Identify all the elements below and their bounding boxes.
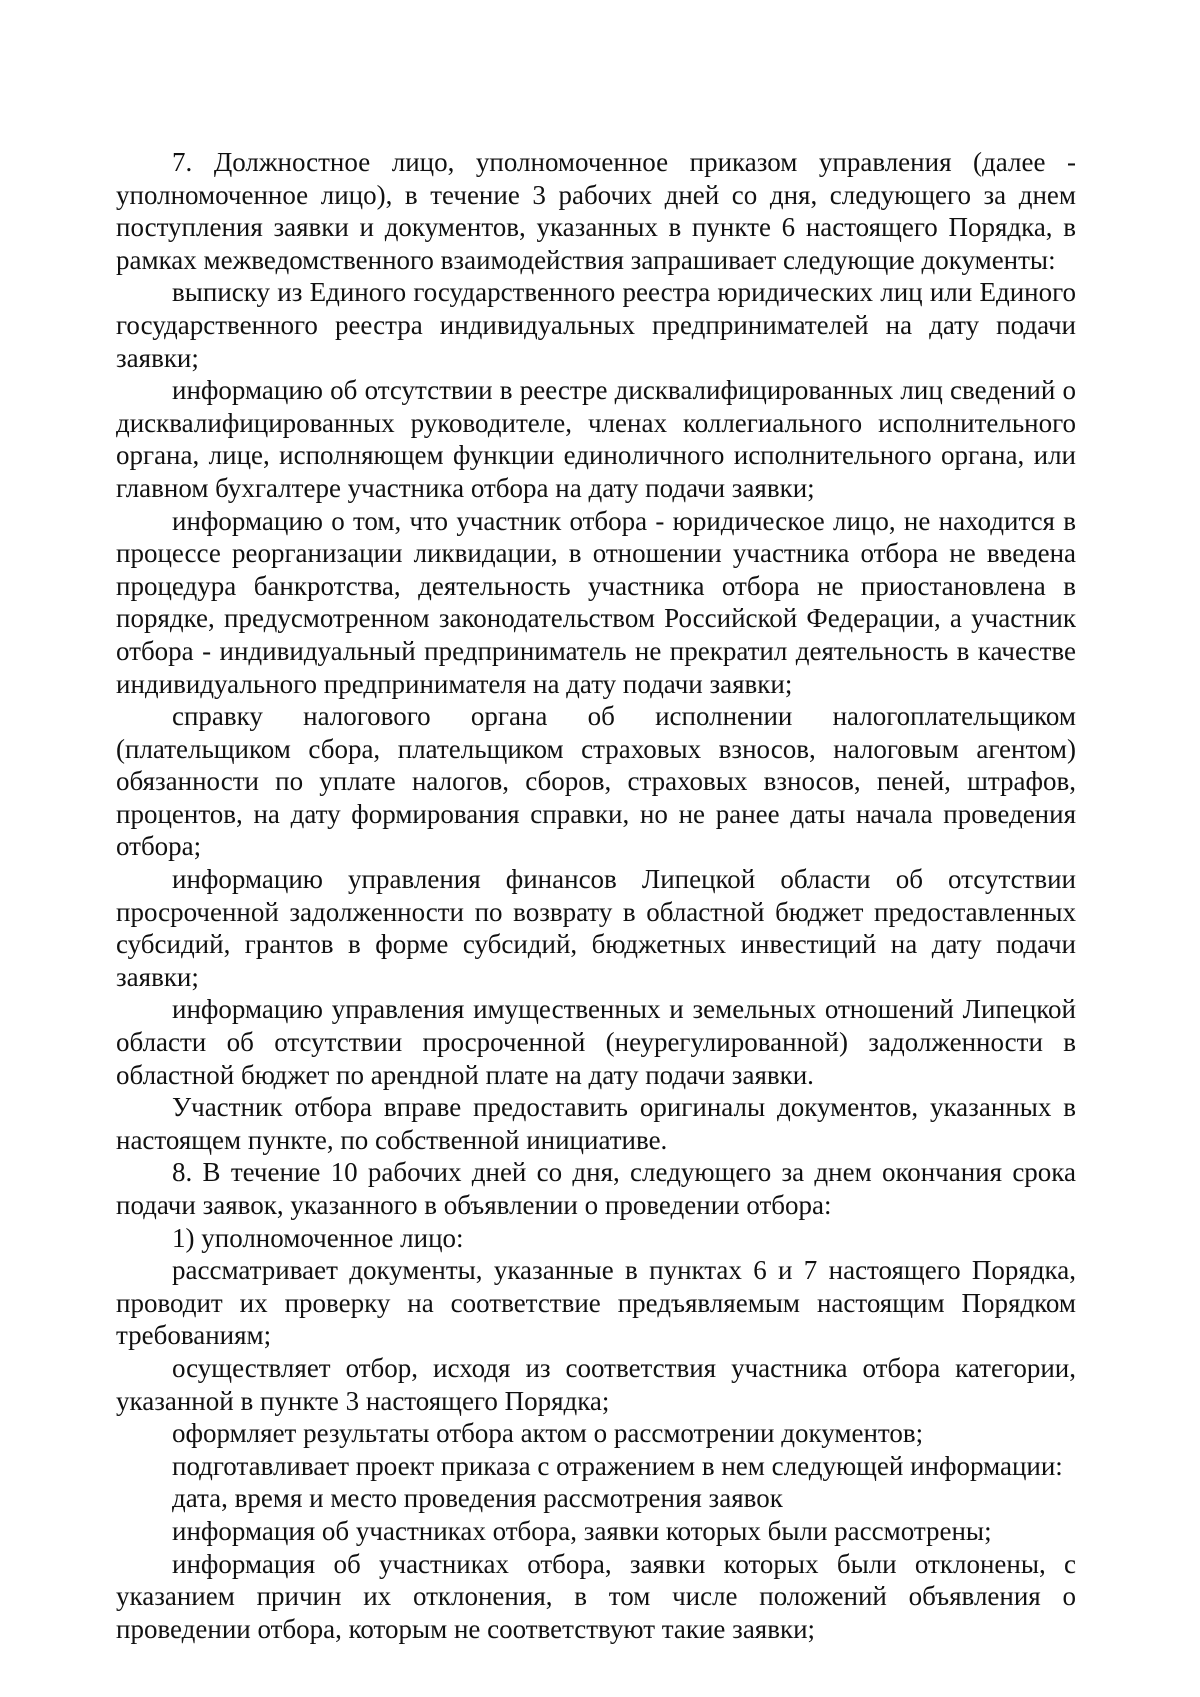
paragraph-property-debt-info: информацию управления имущественных и земельных отношений Липецкой области об отсутствии просроченной (неурегулированной) задолженности в областной бюджет по арендной плате на дату подачи заявки. — [116, 994, 1076, 1090]
paragraph-act-results: оформляет результаты отбора актом о рассмотрении документов; — [172, 1418, 924, 1449]
paragraph-finance-debt-info: информацию управления финансов Липецкой области об отсутствии просроченной задолженности по возврату в областной бюджет предоставленных субсидий, грантов в форме субсидий, бюджетных инвестиций на дату подачи заявки; — [116, 864, 1076, 992]
paragraph-tax-certificate: справку налогового органа об исполнении налогоплательщиком (плательщиком сбора, плательщиком страховых взносов, налоговым агентом) обязанности по уплате налогов, сборов, страховых взносов, пеней, штрафов, процентов, на дату формирования справки, но не ранее даты начала проведения отбора; — [116, 701, 1076, 862]
paragraph-item-8: 8. В течение 10 рабочих дней со дня, следующего за днем окончания срока подачи заявок, указанного в объявлении о проведении отбора: — [116, 1157, 1076, 1220]
paragraph-originals-right: Участник отбора вправе предоставить оригиналы документов, указанных в настоящем пункте, по собственной инициативе. — [116, 1092, 1076, 1155]
paragraph-review-documents: рассматривает документы, указанные в пунктах 6 и 7 настоящего Порядка, проводит их проверку на соответствие предъявляемым настоящим Порядком требованиям; — [116, 1255, 1076, 1351]
paragraph-reviewed-applicants: информация об участниках отбора, заявки которых были рассмотрены; — [172, 1515, 992, 1546]
paragraph-disqualified-registry: информацию об отсутствии в реестре дисквалифицированных лиц сведений о дисквалифицированных руководителе, членах коллегиального исполнительного органа, лице, исполняющем функции единоличного исполнительного органа, или главном бухгалтере участника отбора на дату подачи заявки; — [116, 375, 1076, 503]
document-body — [116, 146, 1076, 1645]
paragraph-conduct-selection: осуществляет отбор, исходя из соответствия участника отбора категории, указанной в пункте 3 настоящего Порядка; — [116, 1352, 1076, 1416]
paragraph-reorganization-status: информацию о том, что участник отбора - юридическое лицо, не находится в процессе реорганизации ликвидации, в отношении участника отбора не введена процедура банкротства, деятельность участника отбора не приостановлена в порядке, предусмотренном законодательством Российской Федерации, а участник отбора - индивидуальный предприниматель не прекратил деятельность в качестве индивидуального предпринимателя на дату подачи заявки; — [116, 505, 1076, 699]
paragraph-item-7: 7. Должностное лицо, уполномоченное приказом управления (далее - уполномоченное лицо), в течение 3 рабочих дней со дня, следующего за днем поступления заявки и документов, указанных в пункте 6 настоящего Порядка, в рамках межведомственного взаимодействия запрашивает следующие документы: — [116, 147, 1076, 275]
paragraph-date-time-place: дата, время и место проведения рассмотрения заявок — [172, 1483, 783, 1514]
paragraph-subitem-1: 1) уполномоченное лицо: — [172, 1222, 464, 1253]
paragraph-rejected-applicants: информация об участниках отбора, заявки которых были отклонены, с указанием причин их отклонения, в том числе положений объявления о проведении отбора, которым не соответствуют такие заявки; — [116, 1548, 1076, 1644]
paragraph-egrul-extract: выписку из Единого государственного реестра юридических лиц или Единого государственного реестра индивидуальных предпринимателей на дату подачи заявки; — [116, 277, 1076, 373]
paragraph-draft-order: подготавливает проект приказа с отражением в нем следующей информации: — [172, 1450, 1063, 1481]
